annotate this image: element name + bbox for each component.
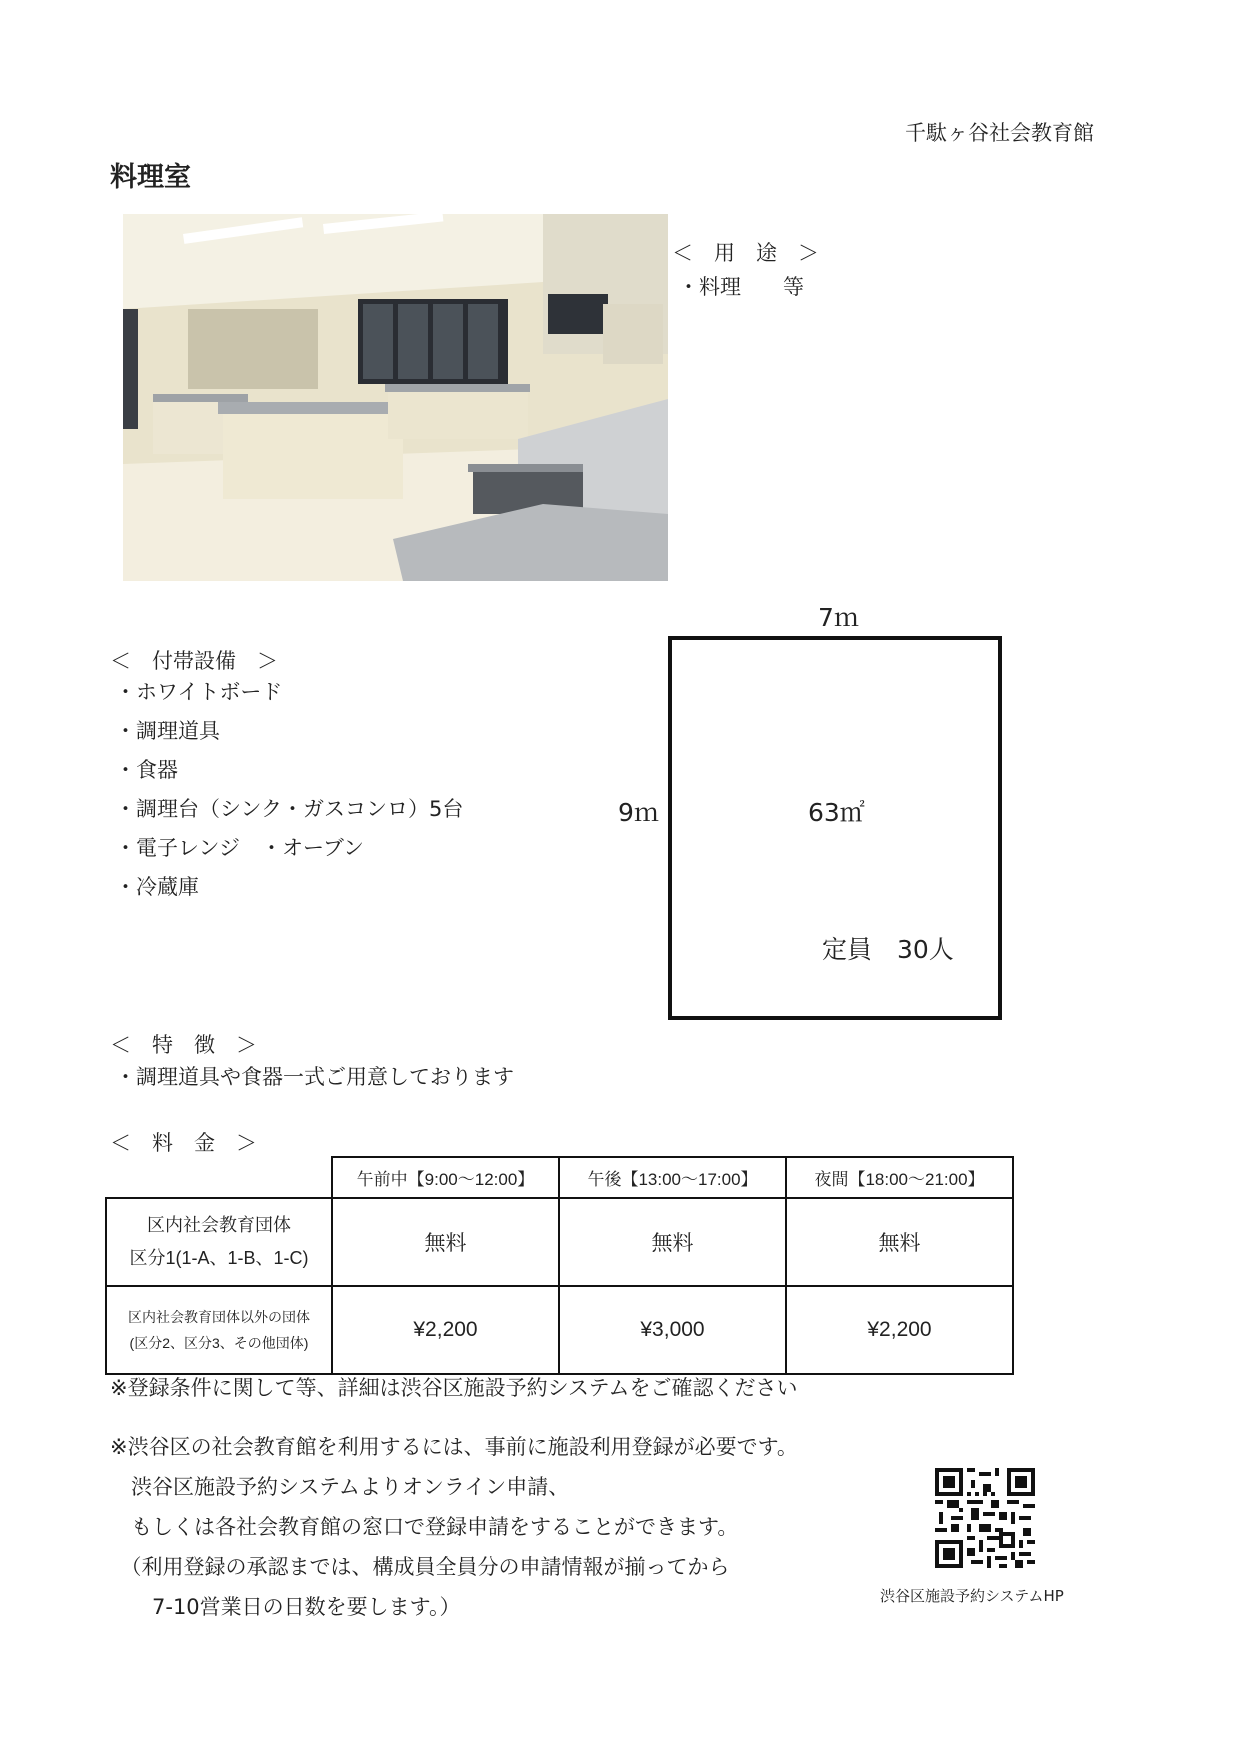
equipment-heading: ＜ 付帯設備 ＞ bbox=[110, 649, 278, 673]
features-item: ・調理道具や食器一式ご用意しております bbox=[115, 1065, 514, 1089]
floor-width-label: 7ｍ bbox=[818, 603, 859, 632]
fee-cell: ¥3,000 bbox=[559, 1286, 786, 1374]
fee-table bbox=[105, 1156, 1014, 1375]
row-label-line: 区内社会教育団体 bbox=[147, 1215, 291, 1235]
usage-registration-note bbox=[110, 1427, 798, 1627]
facility-name: 千駄ヶ谷社会教育館 bbox=[905, 121, 1094, 145]
note-line: 渋谷区施設予約システムよりオンライン申請、 bbox=[110, 1475, 570, 1499]
row-label-line: 区分1(1-A、1-B、1-C) bbox=[129, 1248, 309, 1268]
table-row bbox=[106, 1198, 1013, 1286]
usage-heading: ＜ 用 途 ＞ bbox=[672, 241, 819, 265]
qr-caption: 渋谷区施設予約システムHP bbox=[880, 1587, 1064, 1605]
list-item: ・冷蔵庫 bbox=[115, 875, 199, 899]
table-row bbox=[106, 1286, 1013, 1374]
row-label-line: (区分2、区分3、その他団体) bbox=[129, 1335, 309, 1351]
column-header: 午後【13:00～17:00】 bbox=[559, 1157, 786, 1198]
note-line: もしくは各社会教育館の窓口で登録申請をすることができます。 bbox=[110, 1515, 739, 1539]
note-line: 7-10営業日の日数を要します。） bbox=[110, 1595, 461, 1619]
list-item: ・食器 bbox=[115, 758, 178, 782]
usage-item: ・料理 等 bbox=[678, 275, 804, 299]
table-header-row bbox=[106, 1157, 1013, 1198]
column-header: 夜間【18:00～21:00】 bbox=[786, 1157, 1013, 1198]
fee-cell: ¥2,200 bbox=[786, 1286, 1013, 1374]
list-item: ・電子レンジ ・オーブン bbox=[115, 836, 365, 860]
list-item: ・調理台（シンク・ガスコンロ）5台 bbox=[115, 797, 464, 821]
registration-note: ※登録条件に関して等、詳細は渋谷区施設予約システムをご確認ください bbox=[110, 1376, 798, 1400]
note-line: ※渋谷区の社会教育館を利用するには、事前に施設利用登録が必要です。 bbox=[110, 1435, 798, 1459]
qr-code[interactable] bbox=[935, 1468, 1035, 1568]
row-label bbox=[106, 1286, 332, 1374]
floor-height-label: 9ｍ bbox=[618, 798, 659, 827]
equipment-list bbox=[115, 673, 463, 907]
fee-cell: 無料 bbox=[332, 1198, 559, 1286]
row-label-line: 区内社会教育団体以外の団体 bbox=[128, 1309, 310, 1325]
fee-cell: ¥2,200 bbox=[332, 1286, 559, 1374]
column-header: 午前中【9:00～12:00】 bbox=[332, 1157, 559, 1198]
note-line: （利用登録の承認までは、構成員全員分の申請情報が揃ってから bbox=[110, 1555, 730, 1579]
row-label bbox=[106, 1198, 332, 1286]
floor-area-label: 63㎡ bbox=[808, 798, 865, 827]
page-title: 料理室 bbox=[110, 162, 191, 193]
fees-heading: ＜ 料 金 ＞ bbox=[110, 1131, 257, 1155]
list-item: ・ホワイトボード bbox=[115, 680, 283, 704]
kitchen-photo bbox=[123, 214, 668, 581]
table-corner-cell bbox=[106, 1157, 332, 1198]
capacity-label: 定員 30人 bbox=[822, 935, 954, 964]
fee-cell: 無料 bbox=[786, 1198, 1013, 1286]
list-item: ・調理道具 bbox=[115, 719, 220, 743]
fee-cell: 無料 bbox=[559, 1198, 786, 1286]
features-heading: ＜ 特 徴 ＞ bbox=[110, 1033, 257, 1057]
